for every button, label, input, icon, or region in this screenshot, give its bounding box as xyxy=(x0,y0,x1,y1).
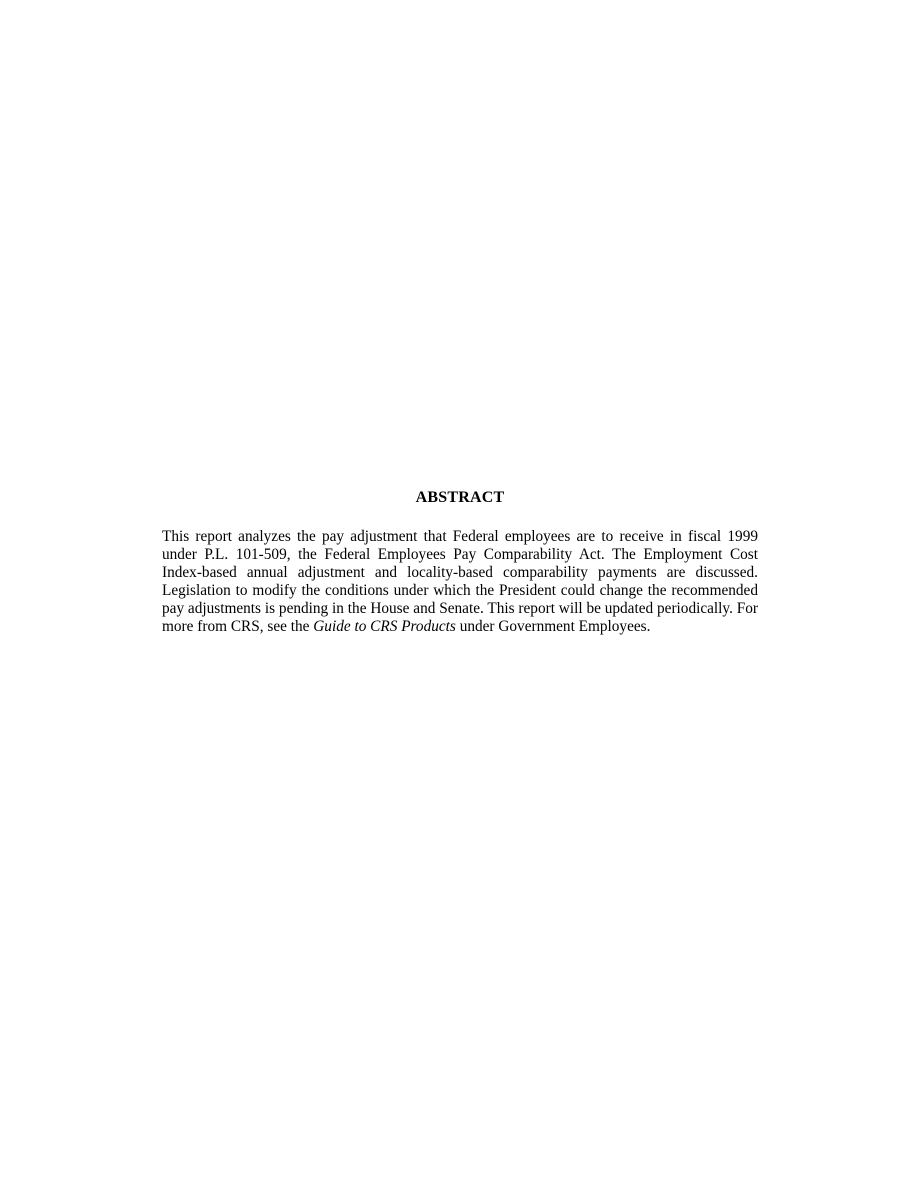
abstract-text-part-1: This report analyzes the pay adjustment that Federal employees are to receive in fiscal 1999 under P.L. 101-509, the Federal Employees Pay Comparability Act. The Employment Cost Index-based annual adjustment and locality-based comparability payments are discussed. Legislation to modify the conditions under which the President could change the recommended pay adjustments is pending in the House and Senate. This report will be updated periodically. For more from CRS, see the xyxy=(162,528,758,636)
abstract-heading: ABSTRACT xyxy=(415,489,505,506)
abstract-section xyxy=(162,487,758,637)
guide-title-italic: Guide to CRS Products xyxy=(313,618,456,636)
abstract-paragraph xyxy=(162,528,758,637)
abstract-text-part-2: under Government Employees. xyxy=(455,618,651,636)
